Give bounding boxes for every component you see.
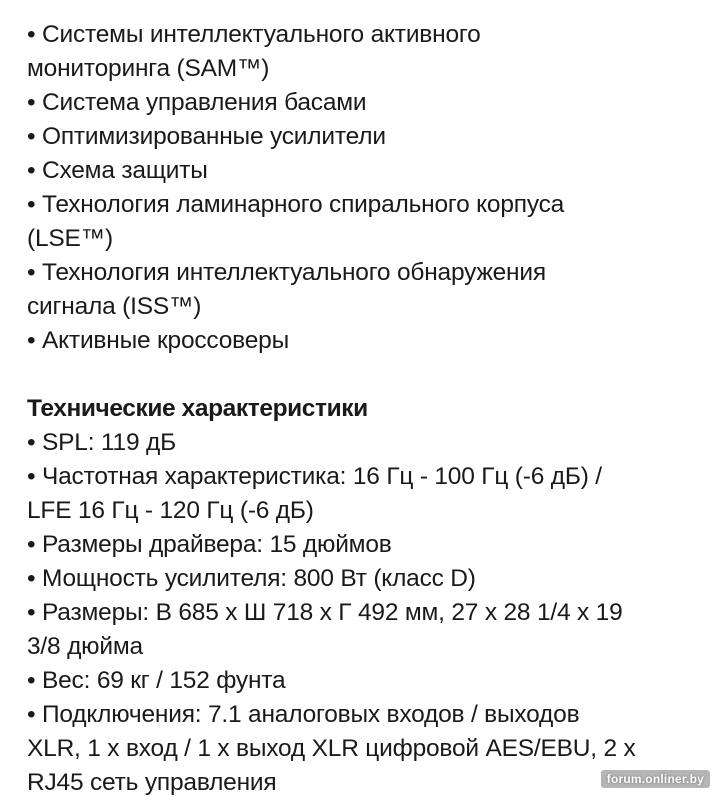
spec-line: • SPL: 119 дБ xyxy=(27,429,176,456)
feature-line: • Система управления басами xyxy=(27,89,367,116)
specs-heading: Технические характеристики xyxy=(27,395,368,422)
feature-line: • Технология интеллектуального обнаружения xyxy=(27,259,546,286)
spec-line: • Частотная характеристика: 16 Гц - 100 Гц (-6 дБ) / xyxy=(27,463,602,490)
spec-line: • Мощность усилителя: 800 Вт (класс D) xyxy=(27,565,476,592)
document-body xyxy=(27,18,707,800)
watermark: forum.onliner.by xyxy=(601,770,710,788)
feature-line: • Системы интеллектуального активного xyxy=(27,21,481,48)
specs-section xyxy=(27,392,707,800)
feature-line: • Технология ламинарного спирального корпуса xyxy=(27,191,565,218)
feature-line: • Схема защиты xyxy=(27,157,208,184)
feature-line: мониторинга (SAM™) xyxy=(27,55,270,82)
features-list xyxy=(27,18,707,358)
spec-line: • Размеры драйвера: 15 дюймов xyxy=(27,531,392,558)
feature-line: • Оптимизированные усилители xyxy=(27,123,386,150)
feature-line: (LSE™) xyxy=(27,225,113,252)
feature-line: сигнала (ISS™) xyxy=(27,293,202,320)
spec-line: • Вес: 69 кг / 152 фунта xyxy=(27,667,286,694)
spec-line: LFE 16 Гц - 120 Гц (-6 дБ) xyxy=(27,497,314,524)
spec-line: • Подключения: 7.1 аналоговых входов / выходов xyxy=(27,701,580,728)
feature-line: • Активные кроссоверы xyxy=(27,327,289,354)
spec-line: 3/8 дюйма xyxy=(27,633,143,660)
section-spacer xyxy=(27,358,707,392)
spec-line: XLR, 1 х вход / 1 х выход XLR цифровой AES/EBU, 2 х xyxy=(27,735,636,762)
spec-line: • Размеры: В 685 х Ш 718 х Г 492 мм, 27 х 28 1/4 х 19 xyxy=(27,599,623,626)
spec-line: RJ45 сеть управления xyxy=(27,769,277,796)
